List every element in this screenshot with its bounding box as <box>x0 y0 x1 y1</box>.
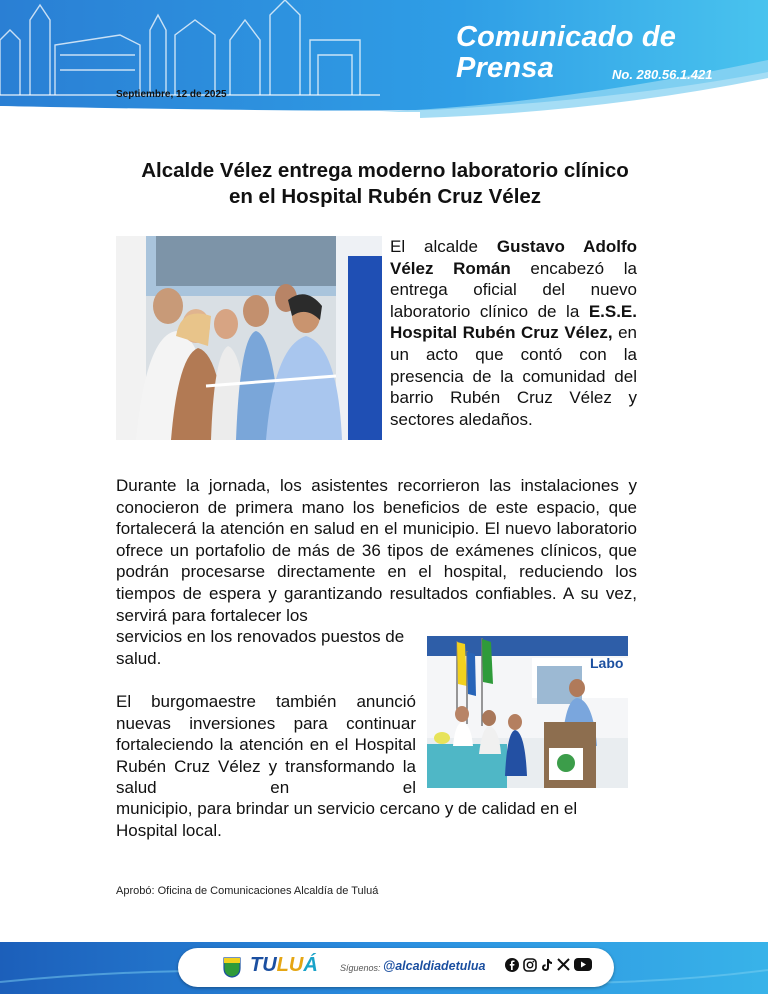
event-speech-photo <box>427 636 628 788</box>
follow-label: Síguenos: <box>340 963 381 973</box>
intro-text-2: encabezó la entrega oficial del nuevo laboratorio clínico de la <box>390 258 638 321</box>
paragraph-2: Durante la jornada, los asistentes recorrieron las instalaciones y conocieron de primera mano los beneficios de este espacio, que fortalecerá la atención en salud en el municipio. El nuevo laboratorio ofrece un portafolio de más de 36 tipos de exámenes clínicos, que podrán procesarse directamente en el hospital, reduciendo los tiempos de espera y garantizando resultados confiables. A su vez, servirá para fortalecer los <box>116 476 637 625</box>
youtube-icon[interactable] <box>574 958 592 976</box>
x-icon[interactable] <box>557 958 570 976</box>
intro-text-3: en un acto que contó con la presencia de la comunidad del barrio Rubén Cruz Vélez y sectores aledaños. <box>390 323 637 429</box>
ribbon-cutting-photo <box>116 236 382 440</box>
city-seal-icon <box>222 956 242 978</box>
social-icons <box>505 959 592 975</box>
title-line-1: Comunicado de <box>456 21 677 53</box>
logo-part-3: Á <box>303 954 318 976</box>
paragraph-3: El burgomaestre también anunció nuevas inversiones para continuar fortaleciendo la atención en el Hospital Rubén Cruz Vélez y transformando la salud en el <box>116 692 416 798</box>
facebook-icon[interactable] <box>505 958 519 977</box>
title-line-2: Prensa <box>456 52 554 84</box>
logo-part-2: LU <box>276 954 304 976</box>
footer-bar <box>0 942 768 994</box>
headline-line-1: Alcalde Vélez entrega moderno laboratorio clínico <box>141 159 629 182</box>
social-handle[interactable]: @alcaldiadetulua <box>383 959 486 973</box>
intro-paragraph <box>390 236 637 430</box>
hospital-name: E.S.E. Hospital Rubén Cruz Vélez, <box>390 301 637 343</box>
logo-part-1: TU <box>250 954 277 976</box>
headline <box>100 158 670 210</box>
release-number: No. 280.56.1.421 <box>612 67 713 82</box>
paragraph-2-end: servicios en los renovados puestos de salud. <box>116 627 405 668</box>
intro-text-1: El alcalde <box>390 237 497 256</box>
headline-line-2: en el Hospital Rubén Cruz Vélez <box>228 185 542 208</box>
mayor-name: Gustavo Adolfo Vélez Román <box>390 237 637 278</box>
approved-by: Aprobó: Oficina de Comunicaciones Alcaldía de Tuluá <box>116 885 379 897</box>
instagram-icon[interactable] <box>523 958 537 977</box>
tiktok-icon[interactable] <box>541 958 553 977</box>
tulua-logo <box>250 954 318 977</box>
lab-sign-text: Labo <box>590 655 624 671</box>
release-date: Septiembre, 12 de 2025 <box>116 89 227 100</box>
header-banner <box>0 0 768 120</box>
paragraph-3-end: municipio, para brindar un servicio cercano y de calidad en el Hospital local. <box>116 799 578 840</box>
